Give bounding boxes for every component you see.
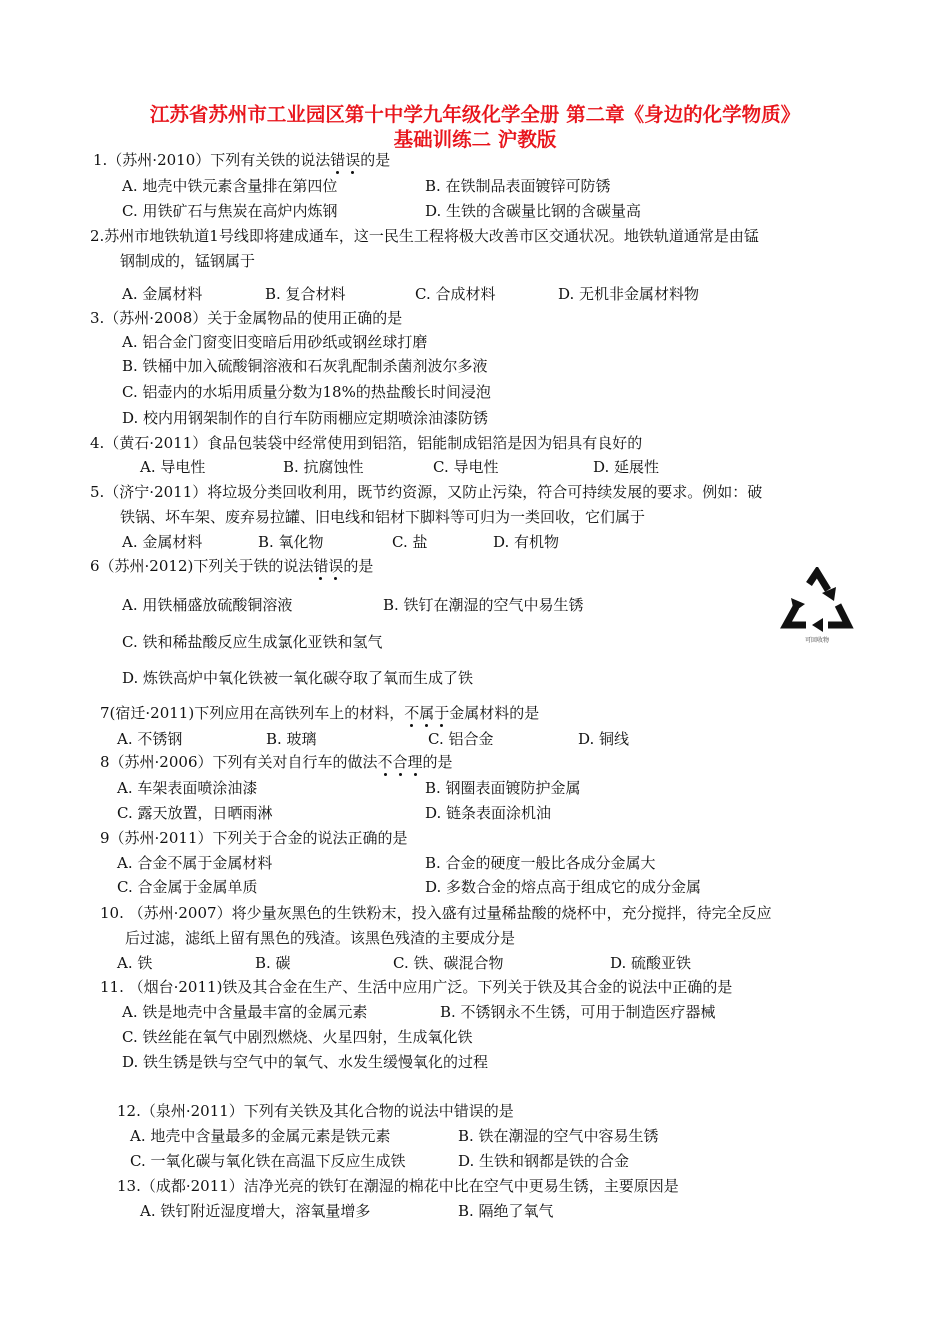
question-10-stem-line1: 10. （苏州·2007）将少量灰黑色的生铁粉末，投入盛有过量稀盐酸的烧杯中，充分搅拌，待完全反应	[100, 904, 772, 922]
question-11-option-a: A. 铁是地壳中含量最丰富的金属元素	[122, 1003, 368, 1021]
question-4-option-c: C. 导电性	[433, 458, 499, 476]
question-8-option-b: B. 钢圈表面镀防护金属	[425, 779, 581, 797]
page-subtitle: 基础训练二 沪教版	[393, 128, 557, 151]
question-7-option-c: C. 铝合金	[428, 730, 494, 748]
question-3-option-c: C. 铝壶内的水垢用质量分数为18%的热盐酸长时间浸泡	[122, 383, 491, 401]
question-3-stem: 3.（苏州·2008）关于金属物品的使用正确的是	[90, 309, 403, 327]
question-4-stem: 4.（黄石·2011）食品包装袋中经常使用到铝箔，铝能制成铝箔是因为铝具有良好的	[90, 434, 643, 452]
question-5-option-d: D. 有机物	[493, 533, 560, 551]
question-7-option-b: B. 玻璃	[266, 730, 317, 748]
recycle-icon	[776, 567, 858, 647]
question-7-option-d: D. 铜线	[578, 730, 630, 748]
question-6-option-d: D. 炼铁高炉中氧化铁被一氧化碳夺取了氧而生成了铁	[122, 669, 474, 687]
question-3-option-d: D. 校内用钢架制作的自行车防雨棚应定期喷涂油漆防锈	[122, 409, 489, 427]
question-1-stem: 1.（苏州·2010）下列有关铁的说法错误的是	[93, 151, 391, 169]
question-11-stem: 11. （烟台·2011)铁及其合金在生产、生活中应用广泛。下列关于铁及其合金的说法中正确的是	[100, 978, 733, 996]
question-10-option-a: A. 铁	[117, 954, 153, 972]
question-10-option-b: B. 碳	[255, 954, 291, 972]
question-6-option-b: B. 铁钉在潮湿的空气中易生锈	[383, 596, 584, 614]
question-8-stem: 8（苏州·2006）下列有关对自行车的做法不合理的是	[100, 753, 453, 771]
question-4-option-d: D. 延展性	[593, 458, 660, 476]
question-3-option-a: A. 铝合金门窗变旧变暗后用砂纸或钢丝球打磨	[122, 333, 428, 351]
question-5-option-a: A. 金属材料	[122, 533, 203, 551]
question-13-option-b: B. 隔绝了氧气	[458, 1202, 554, 1220]
question-9-option-d: D. 多数合金的熔点高于组成它的成分金属	[425, 878, 702, 896]
question-6-option-c: C. 铁和稀盐酸反应生成氯化亚铁和氢气	[122, 633, 383, 651]
question-9-stem: 9（苏州·2011）下列关于合金的说法正确的是	[100, 829, 408, 847]
question-11-option-c: C. 铁丝能在氧气中剧烈燃烧、火星四射，生成氧化铁	[122, 1028, 473, 1046]
question-8-option-d: D. 链条表面涂机油	[425, 804, 552, 822]
question-6-stem: 6（苏州·2012)下列关于铁的说法错误的是	[90, 557, 374, 575]
question-2-option-c: C. 合成材料	[415, 285, 496, 303]
question-11-option-b: B. 不锈钢永不生锈，可用于制造医疗器械	[440, 1003, 716, 1021]
question-5-stem-line1: 5.（济宁·2011）将垃圾分类回收利用，既节约资源，又防止污染，符合可持续发展的要求。例如：破	[90, 483, 763, 501]
question-7-stem: 7(宿迁·2011)下列应用在高铁列车上的材料，不属于金属材料的是	[100, 704, 540, 722]
recycle-caption: 可回收物	[804, 637, 830, 644]
question-2-option-a: A. 金属材料	[122, 285, 203, 303]
question-4-option-a: A. 导电性	[140, 458, 206, 476]
question-1-option-a: A. 地壳中铁元素含量排在第四位	[122, 177, 338, 195]
question-12-option-d: D. 生铁和钢都是铁的合金	[458, 1152, 630, 1170]
question-1-option-b: B. 在铁制品表面镀锌可防锈	[425, 177, 611, 195]
question-8-option-a: A. 车架表面喷涂油漆	[117, 779, 258, 797]
question-8-option-c: C. 露天放置，日晒雨淋	[117, 804, 273, 822]
question-2-stem-line2: 钢制成的，锰钢属于	[120, 252, 256, 270]
question-4-option-b: B. 抗腐蚀性	[283, 458, 364, 476]
question-10-stem-line2: 后过滤，滤纸上留有黑色的残渣。该黑色残渣的主要成分是	[125, 929, 516, 947]
question-7-option-a: A. 不锈钢	[117, 730, 183, 748]
question-5-option-b: B. 氧化物	[258, 533, 324, 551]
question-10-option-d: D. 硫酸亚铁	[610, 954, 692, 972]
page-title: 江苏省苏州市工业园区第十中学九年级化学全册 第二章《身边的化学物质》	[149, 103, 801, 126]
question-2-option-b: B. 复合材料	[265, 285, 346, 303]
question-2-option-d: D. 无机非金属材料物	[558, 285, 700, 303]
question-10-option-c: C. 铁、碳混合物	[393, 954, 504, 972]
question-5-stem-line2: 铁锅、坏车架、废弃易拉罐、旧电线和铝材下脚料等可归为一类回收，它们属于	[120, 508, 646, 526]
question-11-option-d: D. 铁生锈是铁与空气中的氧气、水发生缓慢氧化的过程	[122, 1053, 489, 1071]
question-12-option-a: A. 地壳中含量最多的金属元素是铁元素	[130, 1127, 391, 1145]
question-1-option-d: D. 生铁的含碳量比钢的含碳量高	[425, 202, 642, 220]
question-12-option-b: B. 铁在潮湿的空气中容易生锈	[458, 1127, 659, 1145]
question-9-option-c: C. 合金属于金属单质	[117, 878, 258, 896]
question-3-option-b: B. 铁桶中加入硫酸铜溶液和石灰乳配制杀菌剂波尔多液	[122, 357, 488, 375]
question-12-option-c: C. 一氧化碳与氧化铁在高温下反应生成铁	[130, 1152, 406, 1170]
question-6-option-a: A. 用铁桶盛放硫酸铜溶液	[122, 596, 293, 614]
question-9-option-a: A. 合金不属于金属材料	[117, 854, 273, 872]
question-5-option-c: C. 盐	[392, 533, 428, 551]
question-13-option-a: A. 铁钉附近湿度增大，溶氧量增多	[140, 1202, 371, 1220]
question-2-stem-line1: 2.苏州市地铁轨道1号线即将建成通车，这一民生工程将极大改善市区交通状况。地铁轨道通常是由锰	[90, 227, 759, 245]
question-9-option-b: B. 合金的硬度一般比各成分金属大	[425, 854, 656, 872]
question-13-stem: 13.（成都·2011）洁净光亮的铁钉在潮湿的棉花中比在空气中更易生锈，主要原因是	[117, 1177, 679, 1195]
question-1-option-c: C. 用铁矿石与焦炭在高炉内炼钢	[122, 202, 338, 220]
question-12-stem: 12.（泉州·2011）下列有关铁及其化合物的说法中错误的是	[117, 1102, 514, 1120]
